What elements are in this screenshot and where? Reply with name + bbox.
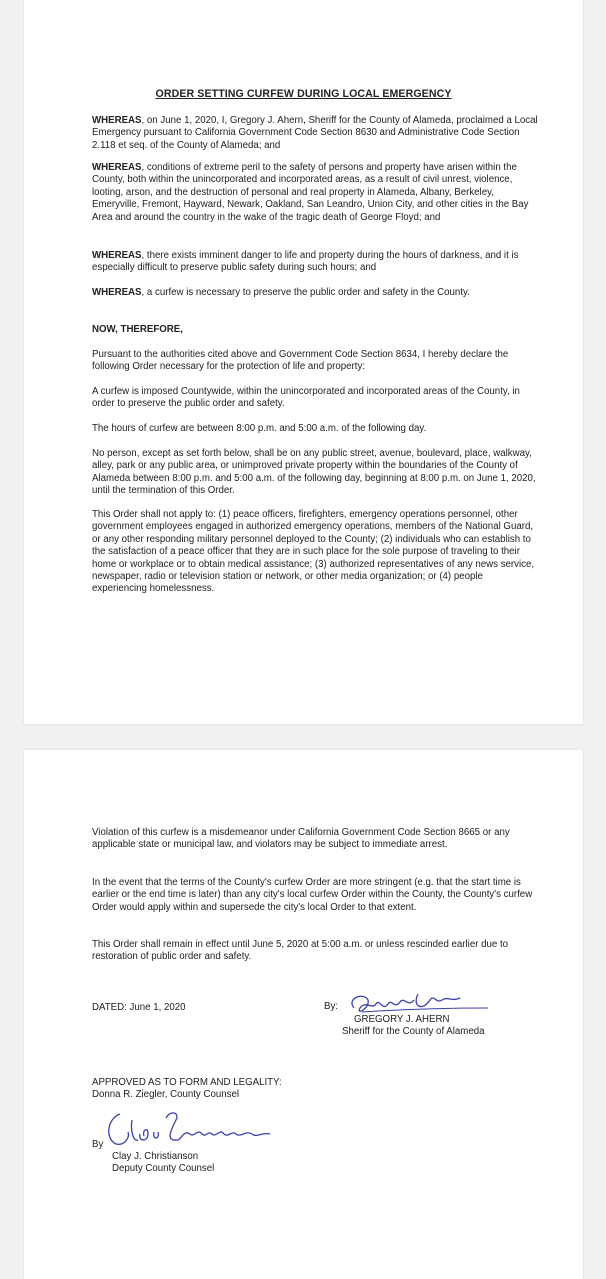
sheriff-name: GREGORY J. AHERN	[354, 1014, 450, 1025]
whereas-paragraph-1: WHEREAS, on June 1, 2020, I, Gregory J. Ahern, Sheriff for the County of Alameda, proclaimed a Local Emergency pursuant to California Government Code Section 8630 and Administrative Code Section 2.118 et seq. of the County of Alameda; and	[92, 115, 538, 151]
order-title: ORDER SETTING CURFEW DURING LOCAL EMERGENCY	[155, 88, 452, 100]
whereas-paragraph-4: WHEREAS, a curfew is necessary to preserve the public order and safety in the County.	[92, 287, 470, 298]
by-label: By:	[324, 1001, 338, 1012]
deputy-name: Clay J. Christianson	[112, 1151, 199, 1162]
whereas-paragraph-2: WHEREAS, conditions of extreme peril to the safety of persons and property have arisen within the County, both within the unincorporated and incorporated areas, as a result of civil unrest, violence, looting, arson, and the destruction of personal and real property in Alameda, Albany, Berkeley, Emeryville, Fremont, Hayward, Newark, Oakland, San Leandro, Union City, and other cities in the Bay Area and around the country in the wake of the tragic death of George Floyd; and	[92, 162, 529, 223]
document-page-1	[24, 0, 583, 724]
approved-heading: APPROVED AS TO FORM AND LEGALITY:	[92, 1077, 282, 1088]
curfew-hours-paragraph: The hours of curfew are between 8:00 p.m. and 5:00 a.m. of the following day.	[92, 423, 427, 434]
deputy-signature-image	[98, 1104, 278, 1154]
now-therefore-heading: NOW, THEREFORE,	[92, 324, 183, 335]
violation-paragraph: Violation of this curfew is a misdemeanor under California Government Code Section 8665 or any applicable state or municipal law, and violators may be subject to immediate arrest.	[92, 827, 510, 851]
duration-paragraph: This Order shall remain in effect until June 5, 2020 at 5:00 a.m. or unless rescinded earlier due to restoration of public order and safety.	[92, 939, 509, 963]
curfew-imposed-paragraph: A curfew is imposed Countywide, within the unincorporated and incorporated areas of the County, in order to preserve the public order and safety.	[92, 386, 520, 410]
stringency-paragraph: In the event that the terms of the County's curfew Order are more stringent (e.g. that the start time is earlier or the end time is later) than any city's local curfew Order within the County, the County's curfew Order would apply within and supersede the city's local Order to that extent.	[92, 877, 533, 913]
county-counsel-name: Donna R. Ziegler, County Counsel	[92, 1089, 240, 1100]
whereas-paragraph-3: WHEREAS, there exists imminent danger to life and property during the hours of darkness, and it is especially difficult to preserve public safety during such hours; and	[92, 250, 519, 274]
exemptions-paragraph: This Order shall not apply to: (1) peace officers, firefighters, emergency operations personnel, other government employees engaged in authorized emergency operations, members of the National Guard, or any other responding military personnel deployed to the County; (2) individuals who can establish to the satisfaction of a peace officer that they are in such place for the sole purpose of traveling to their home or workplace or to obtain medical assistance; (3) authorized representatives of any news service, newspaper, radio or television station or network, or other media organization; or (4) people experiencing homelessness.	[92, 509, 535, 595]
document-page-2	[24, 750, 583, 1279]
sheriff-title: Sheriff for the County of Alameda	[342, 1026, 485, 1037]
by-label-2: By	[92, 1139, 104, 1150]
authority-paragraph: Pursuant to the authorities cited above and Government Code Section 8634, I hereby declare the following Order necessary for the protection of life and property:	[92, 349, 509, 373]
dated-line: DATED: June 1, 2020	[92, 1002, 186, 1013]
deputy-title: Deputy County Counsel	[112, 1163, 215, 1174]
restrictions-paragraph: No person, except as set forth below, shall be on any public street, avenue, boulevard, place, walkway, alley, park or any public area, or unimproved private property within the boundaries of the County of Alameda between 8:00 p.m. and 5:00 a.m. of the following day, beginning at 8:00 p.m. on June 1, 2020, until the termination of this Order.	[92, 448, 536, 497]
